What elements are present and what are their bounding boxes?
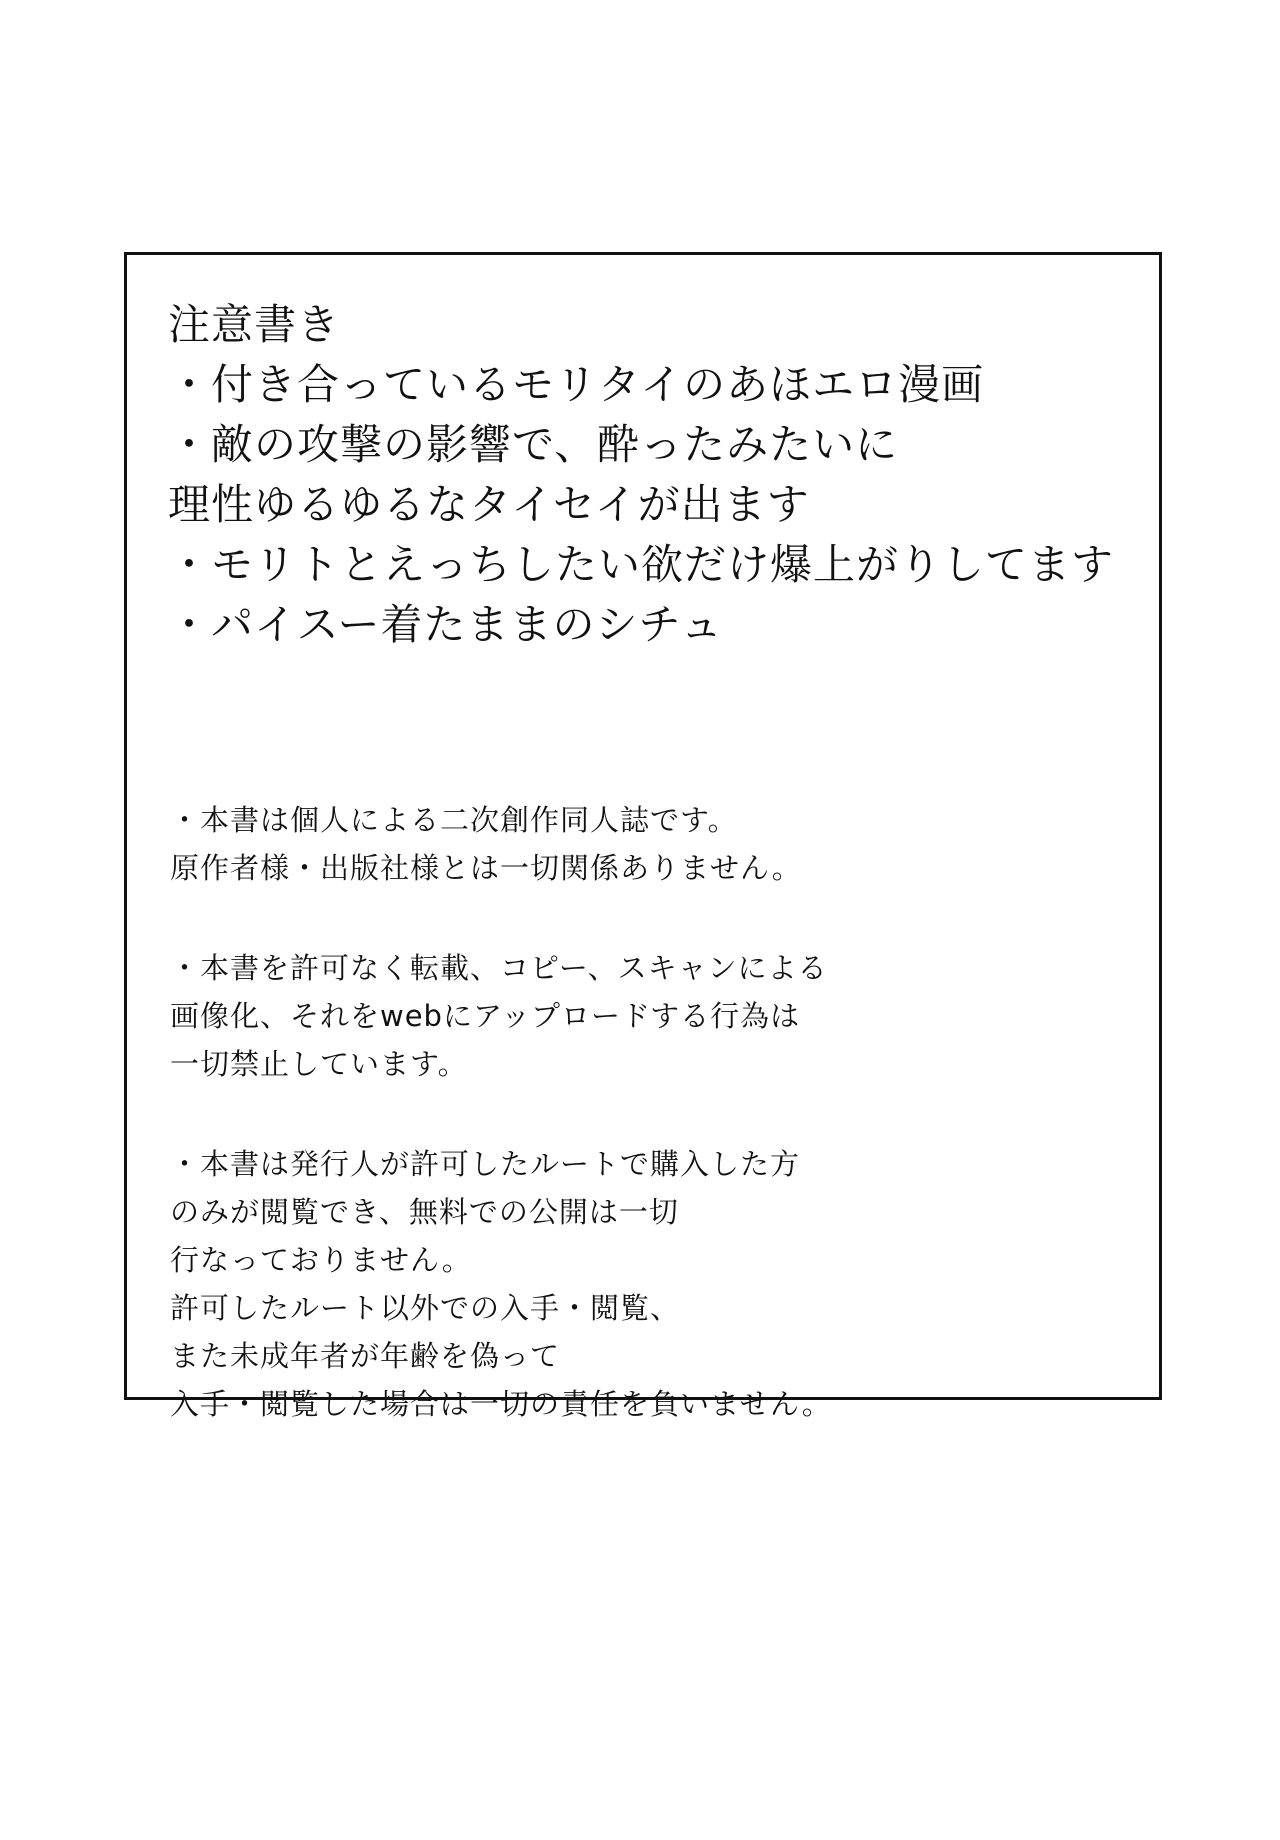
legal-paragraph-authorized-purchase (170, 1140, 1070, 1428)
legal-line: 許可したルート以外での入手・閲覧、 (170, 1291, 681, 1325)
legal-line: ・本書は個人による二次創作同人誌です。 (170, 803, 738, 837)
caution-line: ・モリトとえっちしたい欲だけ爆上がりしてます (168, 540, 1115, 589)
legal-line: 画像化、それをwebにアップロードする行為は (170, 999, 801, 1033)
legal-line: 一切禁止しています。 (170, 1047, 468, 1081)
caution-line: 理性ゆるゆるなタイセイが出ます (168, 480, 810, 529)
legal-line: のみが閲覧でき、無料での公開は一切 (170, 1195, 679, 1229)
caution-section (168, 295, 1158, 655)
legal-line: 原作者様・出版社様とは一切関係ありません。 (170, 851, 802, 885)
caution-line: ・付き合っているモリタイのあほエロ漫画 (168, 360, 985, 409)
legal-paragraph-no-reproduction (170, 944, 1070, 1088)
legal-notice-section (170, 796, 1070, 1480)
caution-heading: 注意書き (168, 300, 341, 349)
legal-line: 行なっておりません。 (170, 1243, 472, 1277)
legal-line: また未成年者が年齢を偽って (170, 1339, 561, 1373)
legal-line: ・本書を許可なく転載、コピー、スキャンによる (170, 951, 828, 985)
caution-line: ・パイスー着たままのシチュ (168, 600, 724, 649)
legal-line: ・本書は発行人が許可したルートで購入した方 (170, 1147, 801, 1181)
legal-line: 入手・閲覧した場合は一切の責任を負いません。 (170, 1387, 832, 1421)
legal-paragraph-fan-work (170, 796, 1070, 892)
caution-line: ・敵の攻撃の影響で、酔ったみたいに (168, 420, 899, 469)
